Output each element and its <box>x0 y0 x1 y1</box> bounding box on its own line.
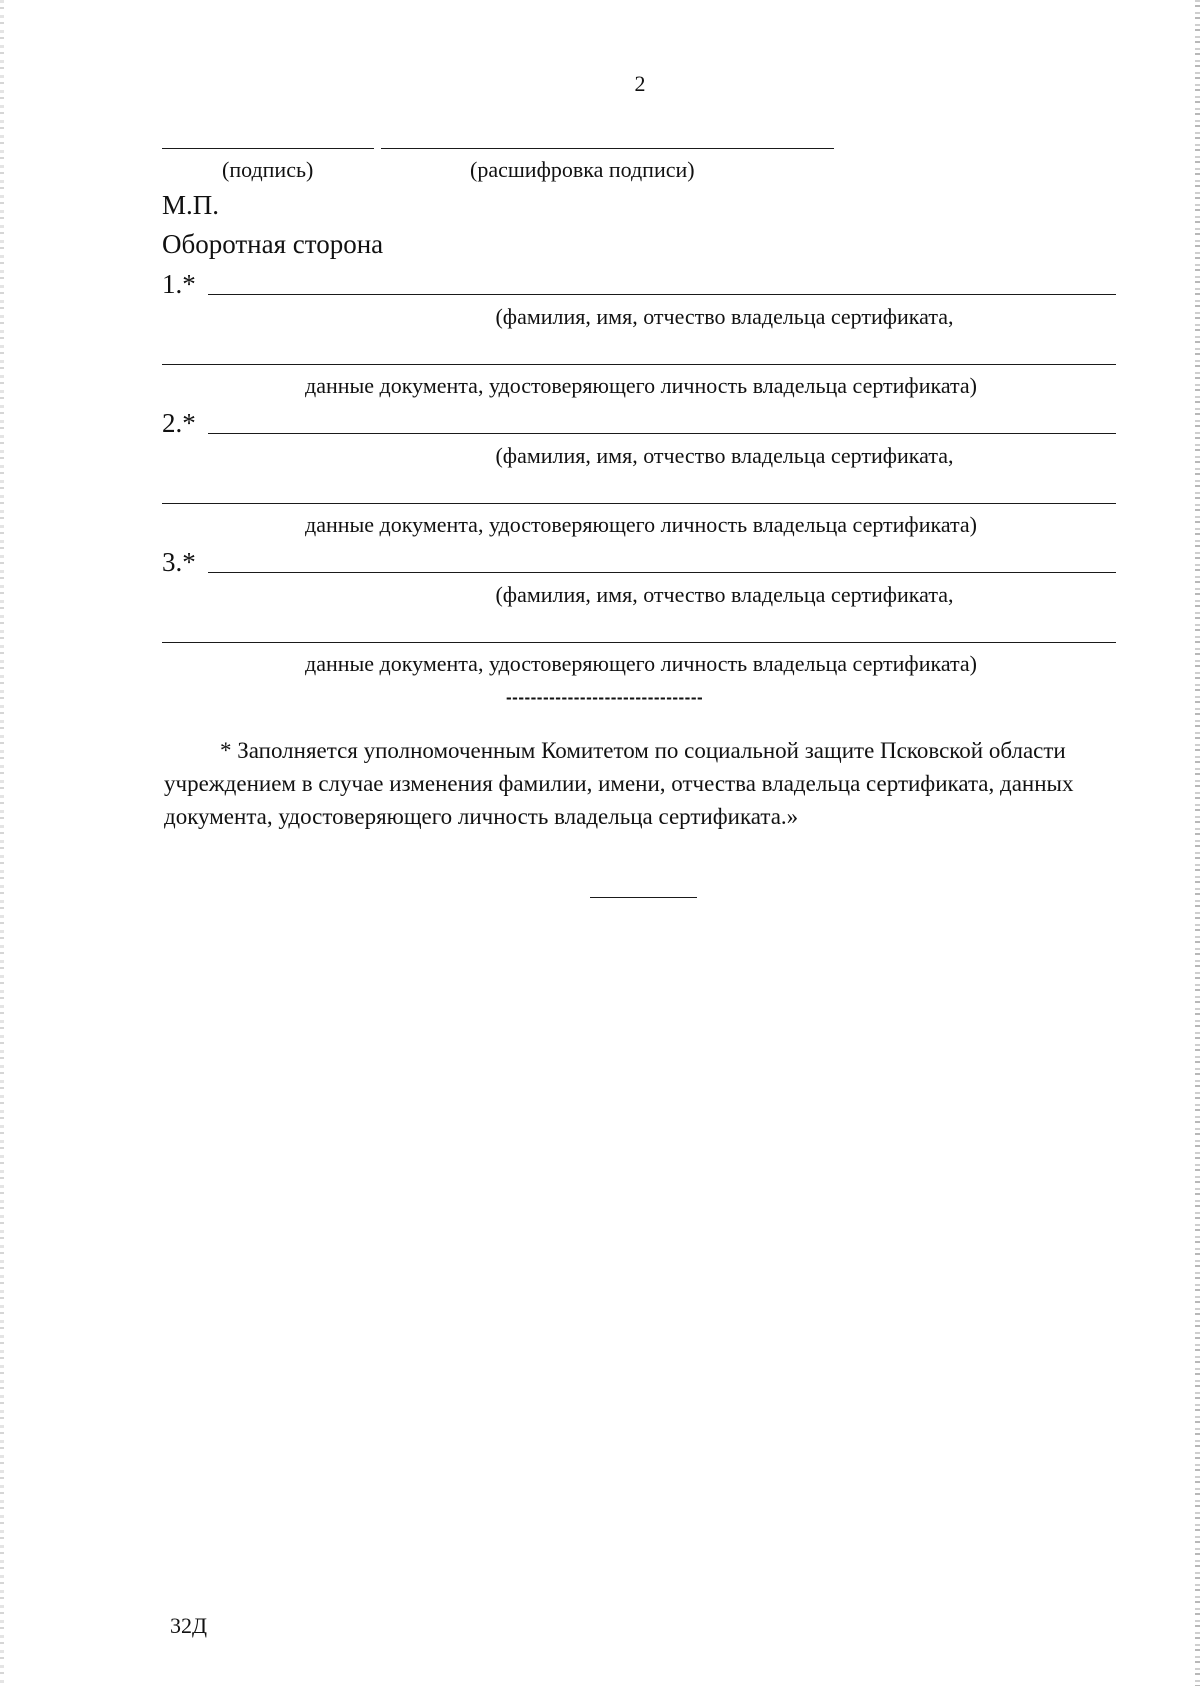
page-number: 2 <box>634 71 646 96</box>
reverse-side-title: Оборотная сторона <box>162 229 384 259</box>
entry-document-line <box>162 364 1116 365</box>
entry-caption-document: данные документа, удостоверяющего личность владельца сертификата) <box>305 651 977 676</box>
document-code: 32Д <box>170 1613 208 1638</box>
entry-name-line <box>208 294 1116 295</box>
footnote-text: * Заполняется уполномоченным Комитетом по социальной защите Псковской области учреждением в случае изменения фамилии, имени, отчества владельца сертификата, данных документа, удостоверяющего личность владельца сертификата.» <box>164 738 1074 829</box>
closing-line <box>590 897 697 898</box>
entry-caption-document: данные документа, удостоверяющего личность владельца сертификата) <box>305 373 977 398</box>
entry-number: 1.* <box>162 269 196 299</box>
entry-number: 3.* <box>162 547 196 577</box>
entry-document-line <box>162 642 1116 643</box>
entry-caption-document: данные документа, удостоверяющего личность владельца сертификата) <box>305 512 977 537</box>
signature-decode-caption: (расшифровка подписи) <box>470 157 695 182</box>
entry-caption-name: (фамилия, имя, отчество владельца сертификата, <box>495 582 954 607</box>
entry-number: 2.* <box>162 408 196 438</box>
entry-document-line <box>162 503 1116 504</box>
signature-line <box>162 148 374 149</box>
dashed-separator: -------------------------------- <box>506 688 704 707</box>
entry-name-line <box>208 572 1116 573</box>
scan-edge-right <box>1195 0 1200 1686</box>
entry-caption-name: (фамилия, имя, отчество владельца сертификата, <box>495 304 954 329</box>
signature-caption: (подпись) <box>222 157 314 182</box>
entry-caption-name: (фамилия, имя, отчество владельца сертификата, <box>495 443 954 468</box>
footnote-paragraph <box>164 734 1124 833</box>
seal-mark: М.П. <box>162 190 220 220</box>
entry-name-line <box>208 433 1116 434</box>
signature-decode-line <box>381 148 834 149</box>
scan-edge-left <box>0 0 4 1686</box>
